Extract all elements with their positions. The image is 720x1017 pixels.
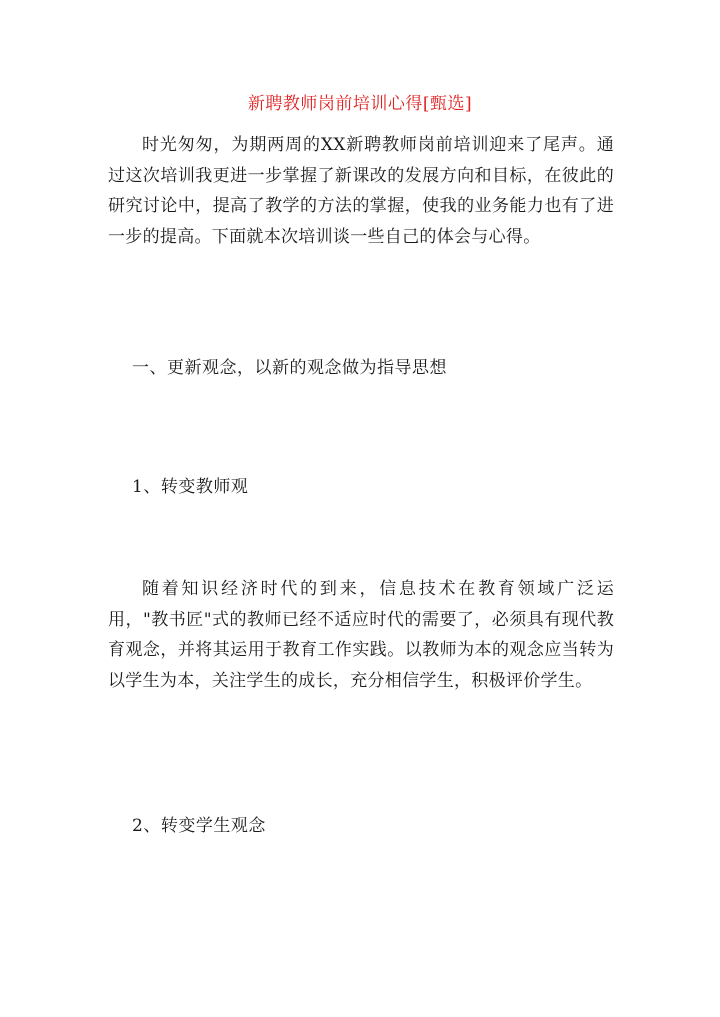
intro-paragraph: 时光匆匆，为期两周的XX新聘教师岗前培训迎来了尾声。通过这次培训我更进一步掌握了新课改的发展方向和目标，在彼此的研究讨论中，提高了教学的方法的掌握，使我的业务能力也有了进一步的提高。下面就本次培训谈一些自己的体会与心得。: [108, 135, 614, 247]
section-1-heading: 一、更新观念，以新的观念做为指导思想: [132, 358, 447, 378]
subsection-2-heading: 2、转变学生观念: [132, 816, 266, 836]
subsection-1-paragraph: 随着知识经济时代的到来，信息技术在教育领域广泛运用，"教书匠"式的教师已经不适应时代的需要了，必须具有现代教育观念，并将其运用于教育工作实践。以教师为本的观念应当转为以学生为本，关注学生的成长，充分相信学生，积极评价学生。: [108, 579, 614, 691]
document-title: 新聘教师岗前培训心得[甄选]: [247, 94, 473, 114]
subsection-1-heading: 1、转变教师观: [132, 477, 249, 497]
